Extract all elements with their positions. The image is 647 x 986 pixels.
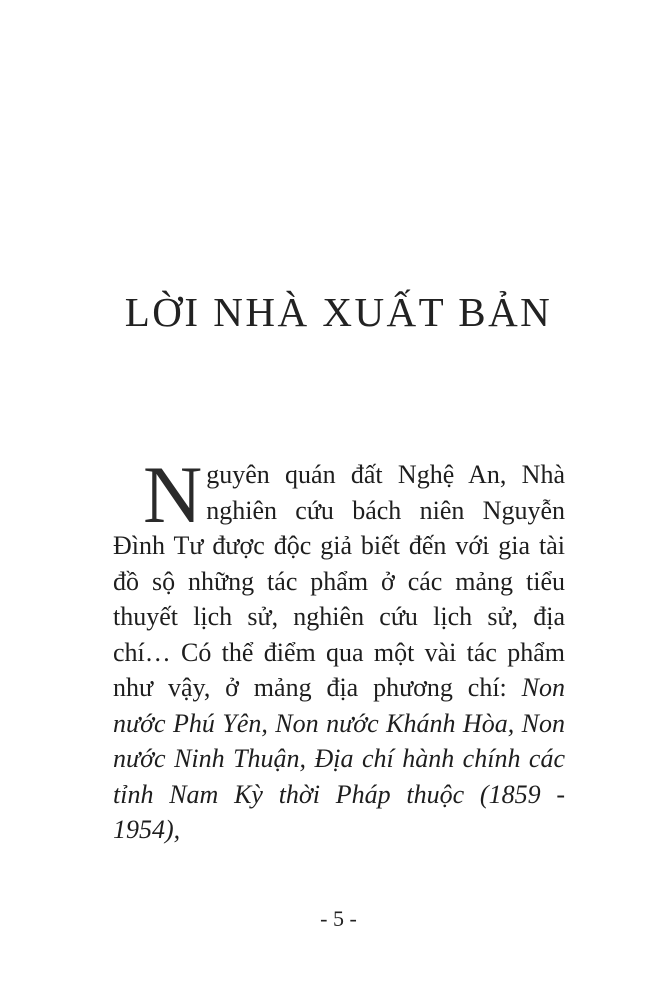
drop-cap: N xyxy=(143,449,203,540)
paragraph-works-italic: Non nước Phú Yên, Non nước Khánh Hòa, Non nước Ninh Thuận, Địa chí hành chính các tỉnh Nam Kỳ thời Pháp thuộc (1859 - 1954), xyxy=(113,673,565,844)
body-paragraph xyxy=(113,449,565,848)
page-number: - 5 - xyxy=(320,906,357,931)
paragraph-intro: guyên quán đất Nghệ An, Nhà nghiên cứu bách niên Nguyễn Đình Tư được độc giả biết đến với gia tài đồ sộ những tác phẩm ở các mảng tiểu thuyết lịch sử, nghiên cứu lịch sử, địa chí… Có thể điểm qua một vài tác phẩm như vậy, ở mảng địa phương chí: xyxy=(113,460,565,702)
page-title: LỜI NHÀ XUẤT BẢN xyxy=(124,289,553,335)
